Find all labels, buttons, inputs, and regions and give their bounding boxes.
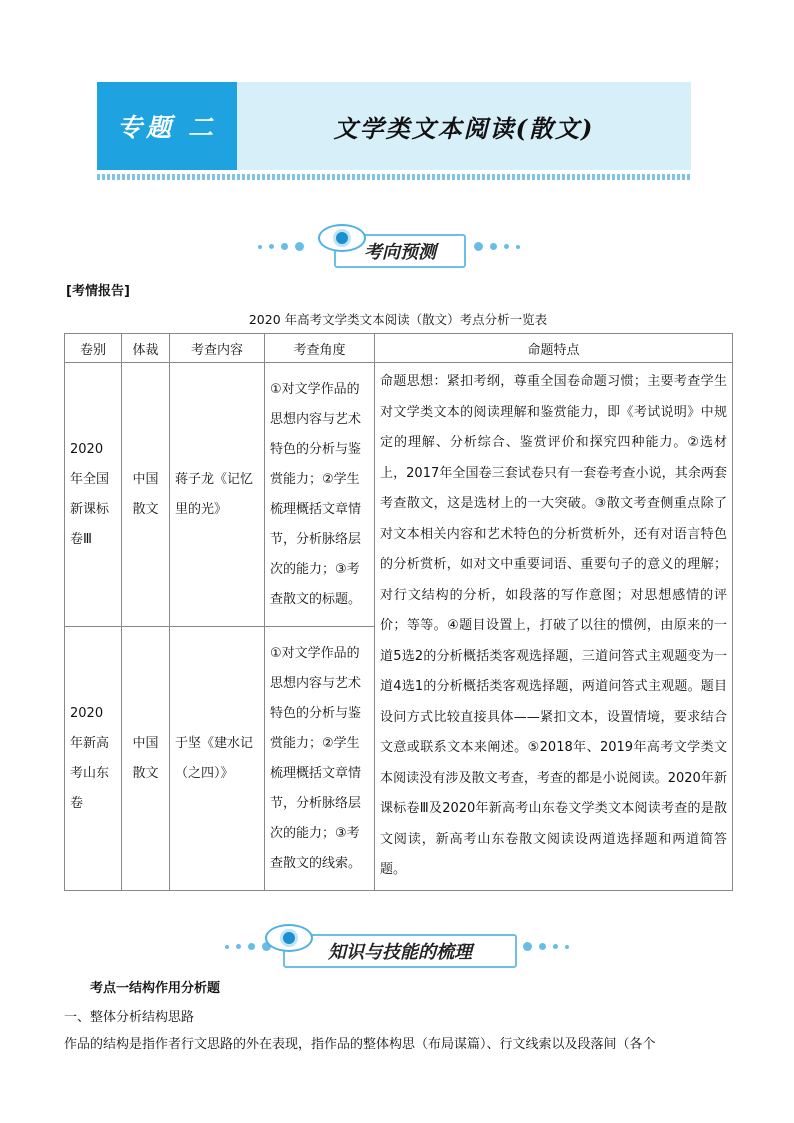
section-title: 知识与技能的梳理	[283, 934, 517, 968]
genre-cell: 中国散文	[122, 363, 170, 627]
angle-cell: ①对文学作品的思想内容与艺术特色的分析与鉴赏能力；②学生梳理概括文章情节，分析脉络层次的能力；③考查散文的线索。	[265, 627, 375, 891]
left-dots	[258, 242, 304, 251]
section-header-knowledge	[225, 922, 570, 968]
table-row	[65, 363, 733, 627]
genre-cell: 中国散文	[122, 627, 170, 891]
right-dots	[523, 942, 569, 951]
banner-divider	[97, 174, 691, 180]
content-cell: 蒋子龙《记忆里的光》	[170, 363, 265, 627]
section-title: 考向预测	[334, 234, 466, 268]
topic-title: 文学类文本阅读(散文)	[237, 82, 691, 170]
left-dots	[225, 942, 271, 951]
body-paragraph: 作品的结构是指作者行文思路的外在表现，指作品的整体构思（布局谋篇）、行文线索以及段落间（各个	[64, 1037, 656, 1052]
paper-cell: 2020 年全国新课标卷Ⅲ	[65, 363, 122, 627]
header-paper: 卷别	[65, 334, 122, 363]
features-cell: 命题思想：紧扣考纲，尊重全国卷命题习惯；主要考查学生对文学类文本的阅读理解和鉴赏能力，即《考试说明》中规定的理解、分析综合、鉴赏评价和探究四种能力。②选材上，2017年全国卷三套试卷只有一套卷考查小说，其余两套考查散文，这是选材上的一大突破。③散文考查侧重点除了对文本相关内容和艺术特色的分析赏析外，还有对语言特色的分析赏析，如对文中重要词语、重要句子的意义的理解；对行文结构的分析，如段落的写作意图；对思想感情的评价；等等。④题目设置上，打破了以往的惯例，由原来的一道5选2的分析概括类客观选择题，三道问答式主观题变为一道4选1的分析概括类客观选择题，两道问答式主观题。题目设问方式比较直接具体——紧扣文本，设置情境，要求结合文意或联系文本来阐述。⑤2018年、2019年高考文学类文本阅读没有涉及散文考查，考查的都是小说阅读。2020年新课标卷Ⅲ及2020年新高考山东卷文学类文本阅读考查的是散文阅读，新高考山东卷散文阅读设两道选择题和两道简答题。	[375, 363, 733, 891]
table-header-row	[65, 334, 733, 363]
right-dots	[474, 242, 520, 251]
header-content: 考查内容	[170, 334, 265, 363]
paper-cell: 2020 年新高考山东卷	[65, 627, 122, 891]
section-header-forecast	[258, 222, 538, 268]
angle-cell: ①对文学作品的思想内容与艺术特色的分析与鉴赏能力；②学生梳理概括文章情节，分析脉络层次的能力；③考查散文的标题。	[265, 363, 375, 627]
eye-icon	[318, 224, 366, 252]
table-caption: 2020 年高考文学类文本阅读（散文）考点分析一览表	[248, 312, 548, 327]
eye-icon	[265, 924, 313, 952]
exam-analysis-table	[64, 333, 733, 891]
topic-banner	[97, 82, 691, 170]
subheading: 一、整体分析结构思路	[64, 1010, 195, 1025]
header-angle: 考查角度	[265, 334, 375, 363]
content-cell: 于坚《建水记（之四）》	[170, 627, 265, 891]
header-genre: 体裁	[122, 334, 170, 363]
report-label: [考情报告]	[66, 284, 130, 299]
topic-number: 专题 二	[97, 82, 237, 170]
key-point-title: 考点一结构作用分析题	[90, 981, 221, 996]
header-features: 命题特点	[375, 334, 733, 363]
